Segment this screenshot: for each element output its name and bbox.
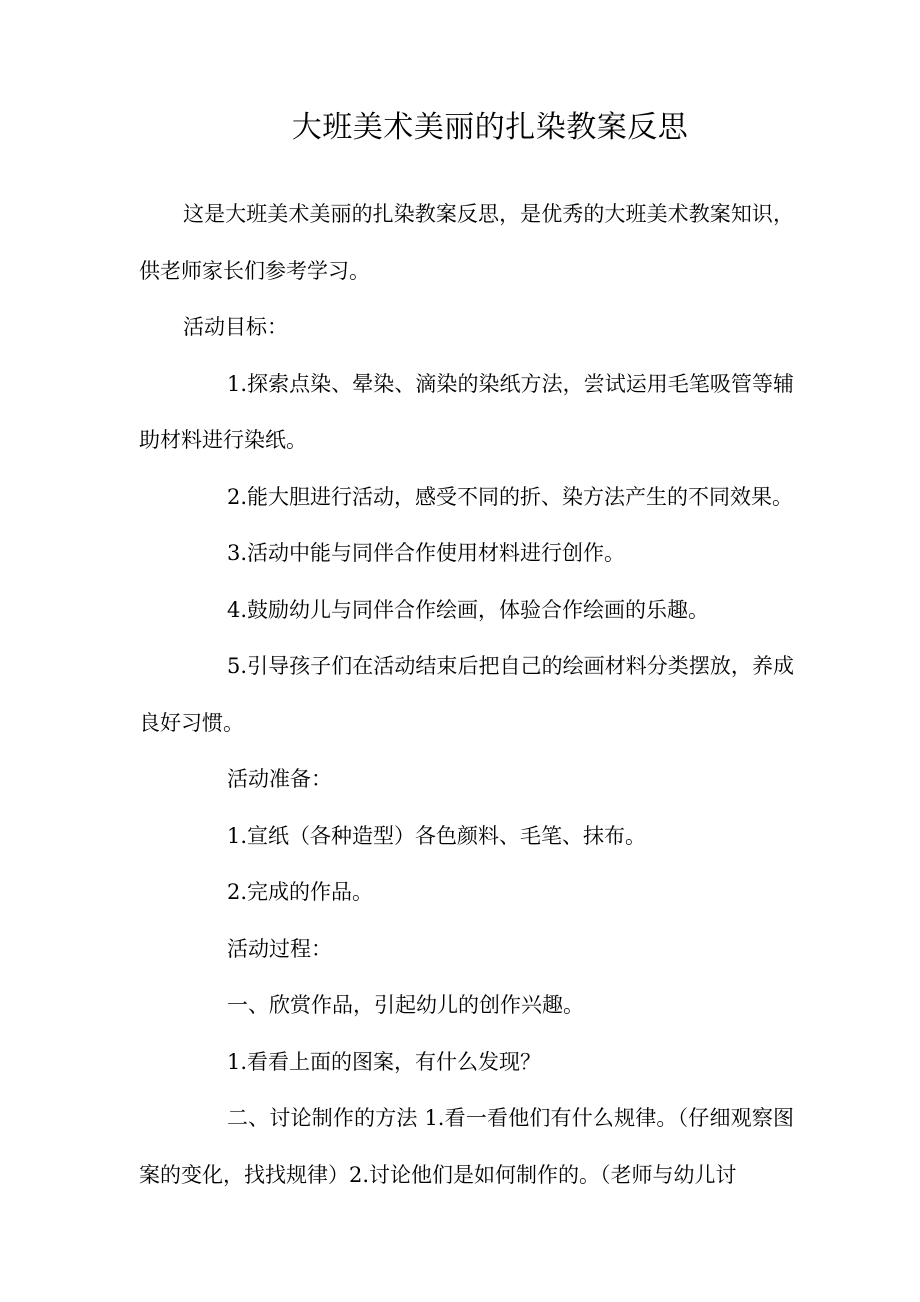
heading-activity-goals: 活动目标： — [183, 315, 288, 339]
process-step-1: 一、欣赏作品，引起幼儿的创作兴趣。 — [227, 993, 584, 1017]
goal-item-4: 4.鼓励幼儿与同伴合作绘画，体验合作绘画的乐趣。 — [227, 597, 710, 622]
goal-item-5: 5.引导孩子们在活动结束后把自己的绘画材料分类摆放，养成良好习惯。 — [139, 654, 794, 735]
paragraph-intro: 这是大班美术美丽的扎染教案反思，是优秀的大班美术教案知识，供老师家长们参考学习。 — [139, 202, 794, 283]
heading-activity-preparation: 活动准备： — [227, 767, 332, 791]
document-body — [139, 186, 794, 1203]
process-step-2: 二、讨论制作的方法 1.看一看他们有什么规律。（仔细观察图案的变化，找找规律）2.讨论他们是如何制作的。（老师与幼儿讨 — [139, 1106, 794, 1187]
heading-activity-process: 活动过程： — [227, 936, 332, 961]
document-title: 大班美术美丽的扎染教案反思 — [291, 110, 689, 145]
goal-item-2: 2.能大胆进行活动，感受不同的折、染方法产生的不同效果。 — [227, 484, 794, 509]
goal-item-3: 3.活动中能与同伴合作使用材料进行创作。 — [227, 541, 626, 565]
goal-item-1: 1.探索点染、晕染、滴染的染纸方法，尝试运用毛笔吸管等辅助材料进行染纸。 — [139, 371, 794, 452]
process-step-1-item: 1.看看上面的图案，有什么发现？ — [227, 1049, 542, 1074]
preparation-item-2: 2.完成的作品。 — [227, 880, 374, 904]
preparation-item-1: 1.宣纸（各种造型）各色颜料、毛笔、抹布。 — [227, 823, 647, 848]
